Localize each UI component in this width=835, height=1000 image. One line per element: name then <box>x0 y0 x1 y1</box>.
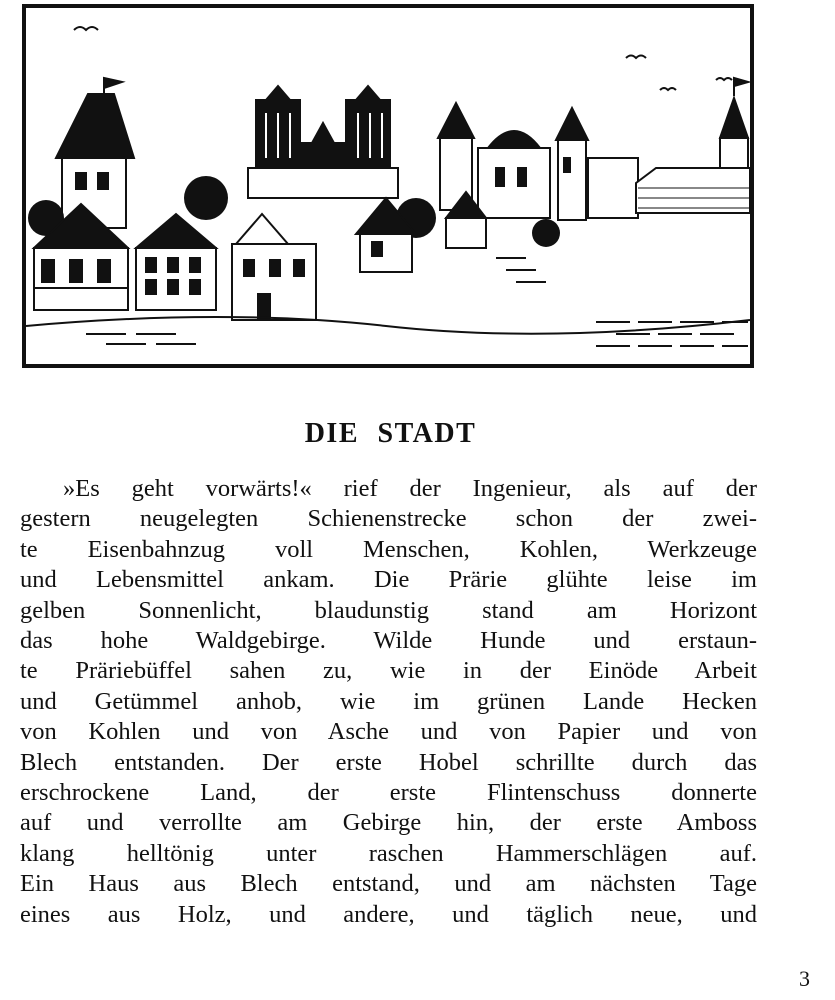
page-number: 3 <box>799 966 810 991</box>
text-line: Blech entstanden. Der erste Hobel schrillte durch das <box>20 748 757 776</box>
left-tower <box>56 78 134 228</box>
chapter-body <box>20 474 757 930</box>
chapter-title: DIE STADT <box>304 418 477 449</box>
bird-icon <box>716 78 732 80</box>
text-line: »Es geht vorwärts!« rief der Ingenieur, als auf der <box>63 475 757 502</box>
text-line: te Eisenbahnzug voll Menschen, Kohlen, Werkzeuge <box>20 535 757 563</box>
text-line: klang helltönig unter raschen Hammerschlägen auf. <box>20 839 757 867</box>
text-line: Ein Haus aus Blech entstand, und am nächsten Tage <box>20 870 757 898</box>
text-line: te Präriebüffel sahen zu, wie in der Einöde Arbeit <box>20 657 757 685</box>
bird-icon <box>74 27 98 30</box>
text-line: und Lebensmittel ankam. Die Prärie glühte leise im <box>20 566 757 594</box>
text-line: von Kohlen und von Asche und von Papier und von <box>20 718 757 746</box>
text-line: erschrockene Land, der erste Flintenschuss donnerte <box>20 779 757 807</box>
text-line: eines aus Holz, und andere, und täglich neue, und <box>20 900 757 928</box>
text-line: gestern neugelegten Schienenstrecke schon der zwei- <box>20 505 757 533</box>
text-line: das hohe Waldgebirge. Wilde Hunde und erstaun- <box>20 627 757 655</box>
text-line: und Getümmel anhob, wie im grünen Lande Hecken <box>20 687 757 715</box>
cathedral <box>248 86 398 198</box>
town-illustration <box>22 4 754 368</box>
town-skyline-drawing <box>26 8 750 364</box>
right-tower <box>636 78 750 213</box>
bird-icon <box>660 88 676 90</box>
text-line: gelben Sonnenlicht, blaudunstig stand am Horizont <box>20 596 757 624</box>
text-line: auf und verrollte am Gebirge hin, der erste Amboss <box>20 809 757 837</box>
bird-icon <box>626 56 646 59</box>
